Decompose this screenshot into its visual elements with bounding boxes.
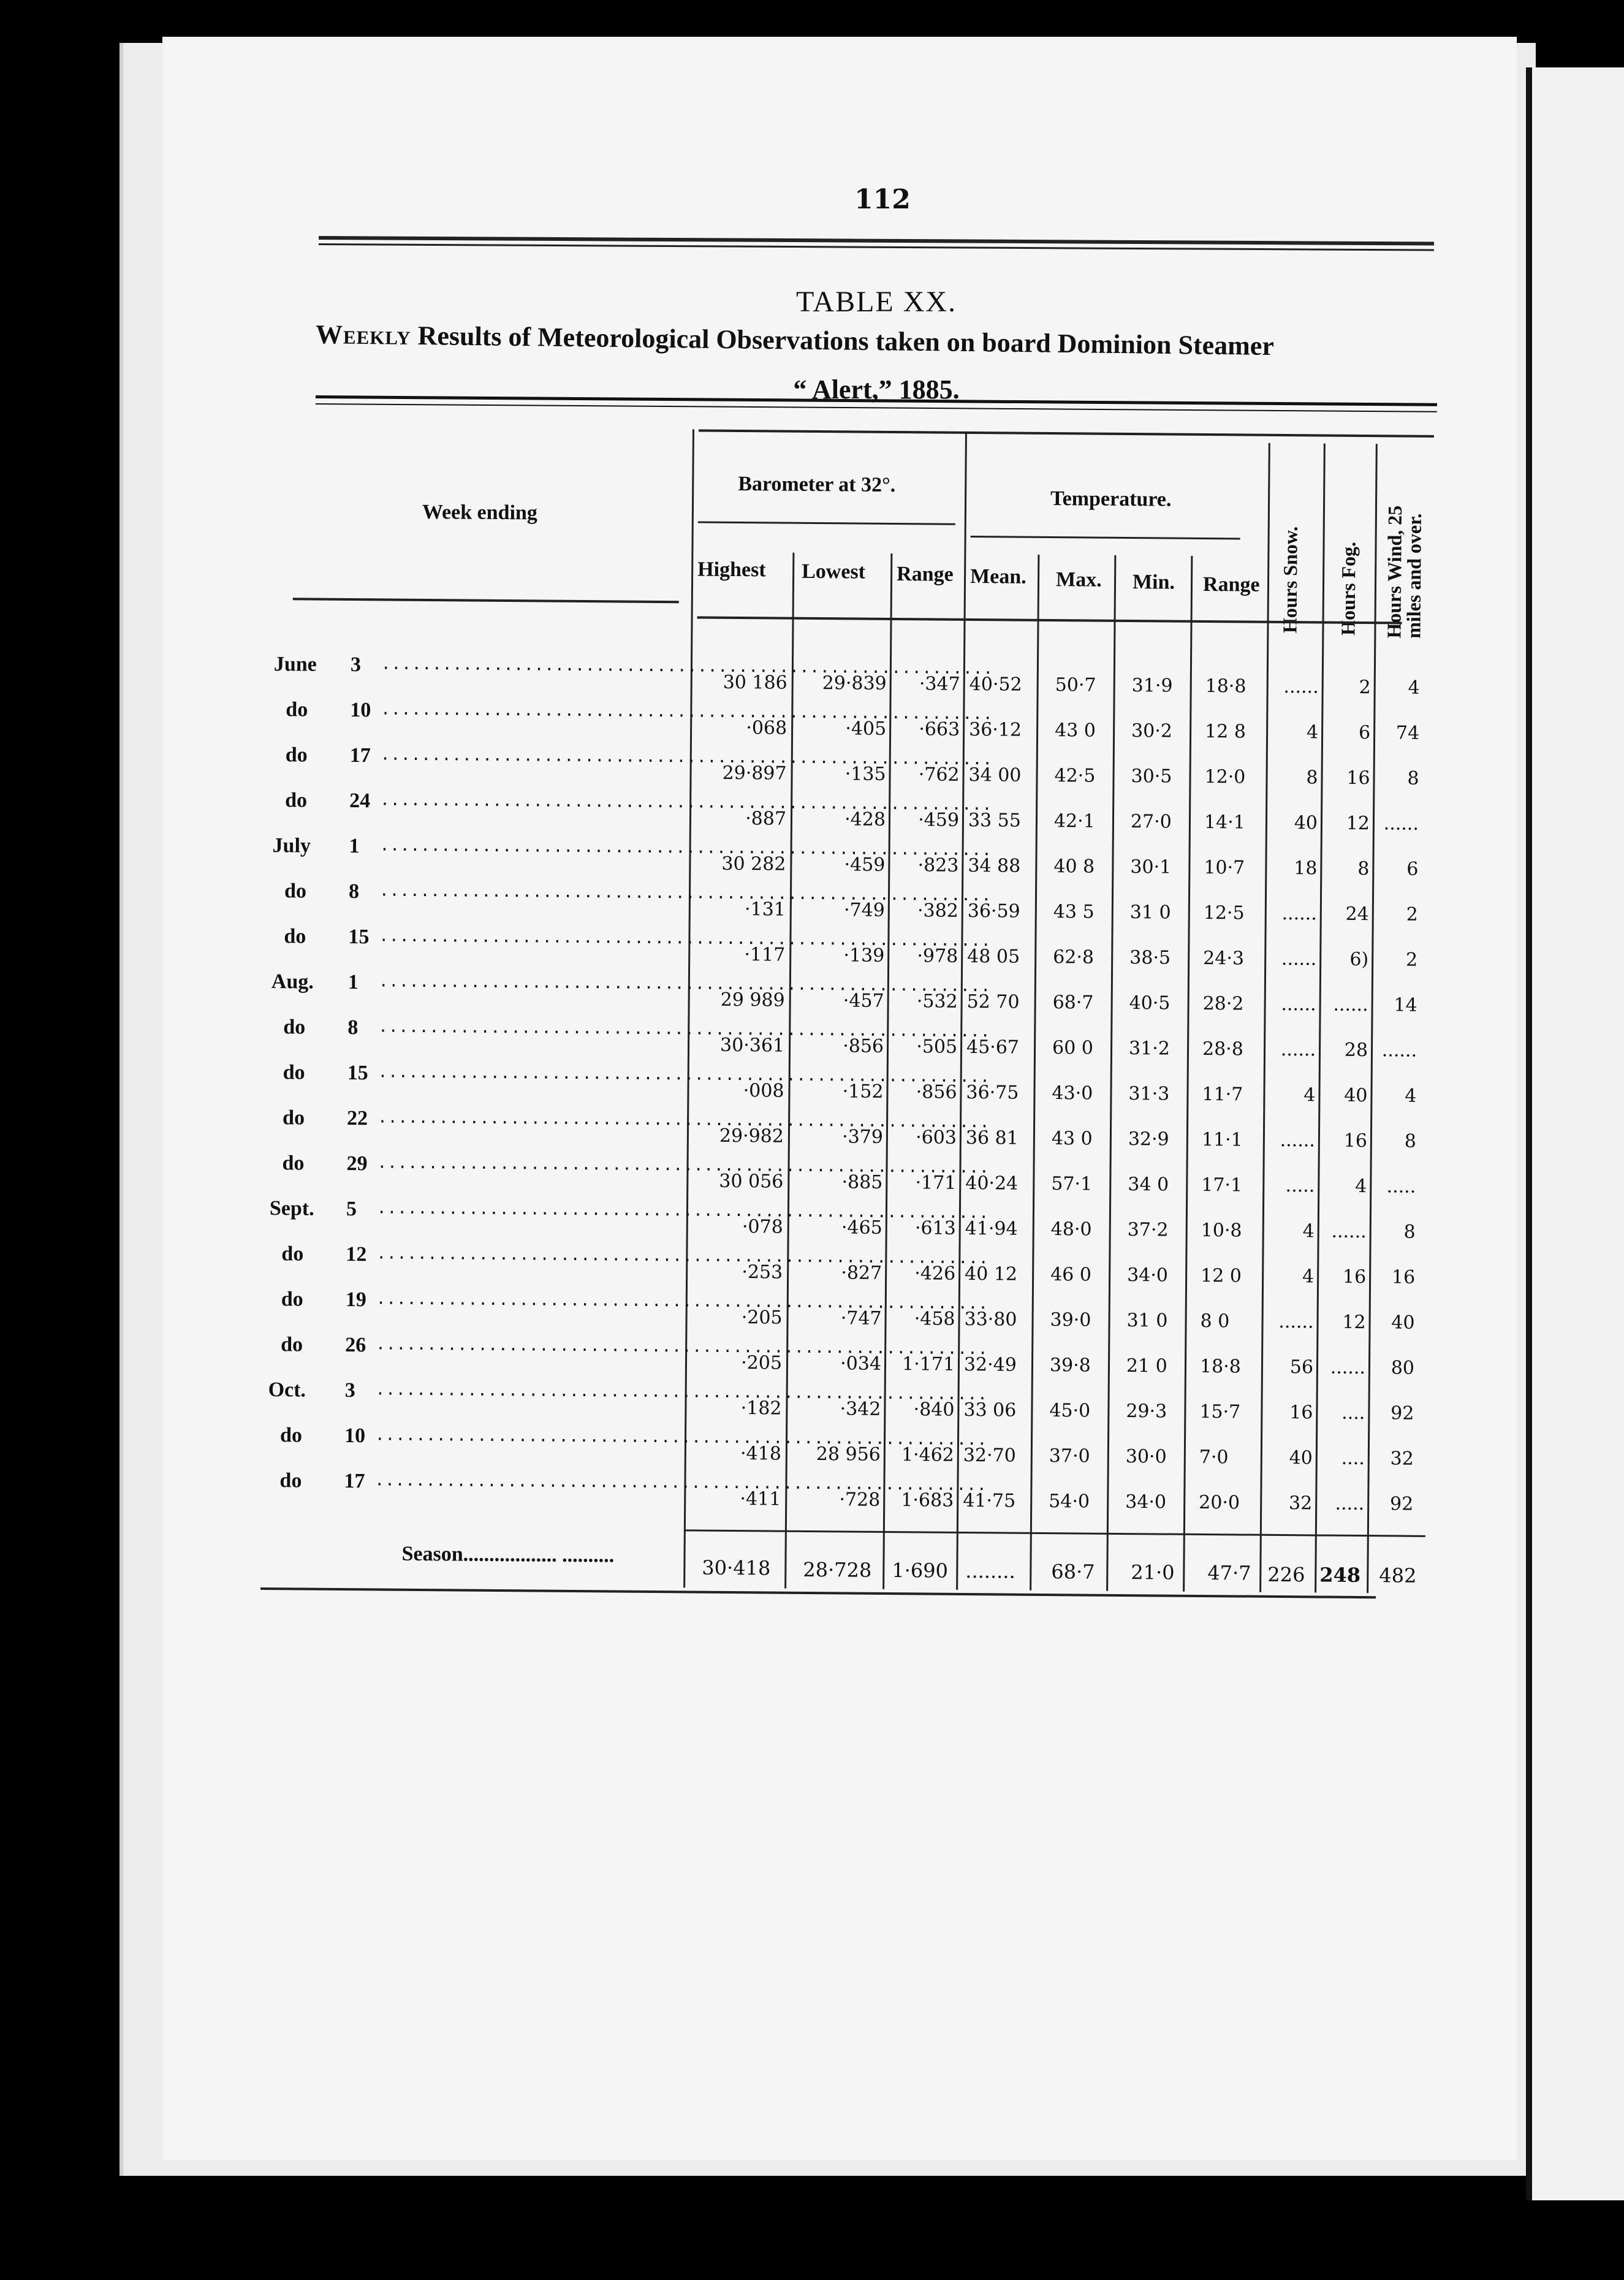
cell-snow: ...... [1281, 993, 1316, 1016]
cell-highest: ·008 [743, 1080, 784, 1102]
cell-range: ·347 [919, 673, 960, 695]
cell-wind: ..... [1386, 1176, 1416, 1198]
week-day: 17 [344, 1470, 365, 1493]
cell-max: 68·7 [1052, 992, 1094, 1014]
week-month: do [282, 1152, 305, 1175]
rule-barometer-group [698, 521, 955, 525]
cell-lowest: ·885 [841, 1171, 883, 1193]
cell-t-range: 15·7 [1199, 1400, 1241, 1423]
cell-mean: 34 88 [968, 854, 1021, 877]
week-day: 5 [346, 1198, 357, 1221]
table-caption-line2: “ Alert,” 1885. [793, 374, 960, 405]
week-month: Sept. [269, 1197, 314, 1220]
cell-wind: 4 [1408, 677, 1420, 699]
cell-fog: .... [1341, 1402, 1365, 1424]
cell-t-range: 10·7 [1204, 856, 1245, 879]
cell-highest: ·131 [744, 899, 786, 921]
cell-lowest: ·728 [839, 1489, 881, 1511]
cell-t-range: 12·0 [1204, 766, 1246, 788]
cell-t-range: 18·8 [1199, 1355, 1241, 1378]
cell-min: 30·2 [1131, 720, 1173, 742]
cell-mean: 40·24 [965, 1172, 1019, 1195]
cell-max: 43·0 [1052, 1082, 1093, 1104]
week-month: do [283, 1061, 305, 1084]
header-week-ending: Week ending [422, 500, 538, 525]
cell-wind: 16 [1391, 1266, 1416, 1288]
cell-range: ·459 [918, 809, 960, 831]
cell-snow: 16 [1289, 1402, 1313, 1424]
cell-max: 57·1 [1051, 1173, 1093, 1195]
header-baro-range: Range [896, 563, 954, 586]
cell-lowest: ·749 [843, 899, 885, 921]
cell-range: ·823 [917, 854, 959, 876]
header-barometer: Barometer at 32°. [738, 473, 896, 497]
week-month: July [272, 834, 311, 857]
week-month: do [279, 1424, 303, 1447]
cell-fog: 16 [1346, 767, 1370, 789]
cell-snow: 4 [1302, 1266, 1315, 1288]
cell-max: 39·0 [1050, 1309, 1091, 1331]
cell-min: 40·5 [1129, 992, 1171, 1014]
cell-min: 30·5 [1131, 766, 1172, 788]
cell-highest: 30 186 [723, 671, 787, 694]
cell-snow: ...... [1281, 948, 1317, 970]
week-day: 22 [346, 1107, 368, 1130]
cell-snow: ...... [1278, 1310, 1314, 1333]
cell-highest: ·887 [745, 808, 787, 830]
cell-mean: 36 81 [965, 1127, 1019, 1149]
header-hours-snow: Hours Snow. [1278, 526, 1302, 634]
season-label-text: Season [401, 1542, 463, 1566]
cell-wind: 2 [1406, 903, 1418, 925]
cell-fog: 24 [1345, 903, 1369, 925]
cell-t-range: 11·7 [1202, 1083, 1243, 1106]
cell-wind: 92 [1389, 1493, 1414, 1515]
page-number: 112 [854, 184, 911, 215]
cell-lowest: ·342 [840, 1398, 881, 1420]
cell-range: ·840 [913, 1399, 955, 1421]
cell-max: 43 5 [1053, 901, 1095, 923]
cell-range: ·613 [914, 1217, 956, 1239]
cell-fog: 6) [1349, 948, 1369, 971]
week-month: Aug. [271, 970, 314, 994]
week-month: do [284, 925, 306, 948]
cell-max: 40 8 [1053, 856, 1095, 878]
cell-fog: ...... [1333, 994, 1368, 1016]
cell-mean: 34 00 [968, 764, 1022, 786]
season-label [401, 1543, 614, 1568]
cell-max: 42·5 [1054, 765, 1096, 787]
cell-max: 43 0 [1055, 720, 1096, 742]
cell-min: 32·9 [1128, 1128, 1169, 1150]
cell-highest: 30 056 [719, 1170, 784, 1193]
facing-page-edge [1526, 67, 1624, 2200]
season-mean: ........ [965, 1559, 1015, 1583]
cell-max: 62·8 [1053, 946, 1095, 968]
week-day: 12 [346, 1243, 367, 1266]
cell-lowest: ·428 [844, 808, 886, 830]
week-day: 3 [344, 1379, 355, 1402]
cell-min: 21 0 [1126, 1355, 1167, 1377]
week-day: 10 [344, 1424, 366, 1448]
cell-wind: 2 [1405, 949, 1418, 971]
cell-range: ·426 [914, 1263, 956, 1285]
week-day: 1 [347, 971, 359, 994]
cell-lowest: 28 956 [816, 1443, 881, 1465]
cell-t-range: 8 0 [1200, 1310, 1230, 1332]
cell-snow: 56 [1289, 1356, 1314, 1378]
week-day: 1 [349, 835, 360, 858]
cell-highest: ·205 [741, 1352, 783, 1374]
cell-min: 38·5 [1129, 947, 1171, 969]
cell-max: 37·0 [1049, 1445, 1090, 1467]
cell-snow: 4 [1303, 1084, 1316, 1106]
season-wind: 482 [1379, 1564, 1417, 1587]
cell-wind: 92 [1391, 1402, 1414, 1424]
cell-wind: 6 [1406, 858, 1419, 880]
header-hours-wind-1: Hours Wind, 25 [1383, 505, 1406, 639]
leader-dots: ............................................................ [381, 655, 994, 678]
cell-wind: 8 [1403, 1221, 1416, 1243]
cell-highest: ·205 [741, 1307, 783, 1329]
cell-snow: ...... [1283, 676, 1319, 698]
cell-fog: ..... [1335, 1492, 1365, 1515]
cell-highest: ·253 [742, 1261, 783, 1283]
cell-range: ·458 [914, 1308, 955, 1330]
cell-t-range: 18·8 [1205, 675, 1246, 697]
cell-range: 1·171 [901, 1353, 955, 1375]
header-temperature: Temperature. [1050, 487, 1172, 511]
cell-highest: 30·361 [719, 1034, 785, 1057]
cell-min: 31·9 [1131, 675, 1173, 697]
cell-t-range: 24·3 [1203, 947, 1245, 970]
cell-lowest: ·856 [843, 1035, 884, 1057]
week-month: Oct. [268, 1378, 306, 1402]
cell-min: 34·0 [1127, 1264, 1169, 1286]
cell-lowest: ·379 [841, 1126, 884, 1148]
cell-highest: 30 282 [721, 853, 786, 875]
leader-dots: ............................................................ [380, 791, 993, 815]
cell-mean: 48 05 [967, 945, 1020, 968]
cell-t-range: 17·1 [1201, 1174, 1243, 1196]
week-day: 15 [347, 1062, 368, 1085]
cell-highest: ·117 [744, 944, 786, 966]
cell-wind: 32 [1390, 1448, 1414, 1470]
cell-lowest: ·465 [841, 1217, 882, 1239]
cell-lowest: ·459 [844, 854, 886, 876]
cell-wind: 80 [1391, 1357, 1415, 1379]
cell-t-range: 11·1 [1201, 1128, 1243, 1151]
leader-dots: ............................................................ [376, 1335, 988, 1359]
season-highest: 30·418 [702, 1556, 771, 1580]
cell-fog: 16 [1343, 1130, 1368, 1152]
cell-t-range: 12·5 [1203, 902, 1245, 924]
season-snow: 226 [1267, 1562, 1305, 1587]
cell-mean: 36·75 [966, 1081, 1019, 1104]
cell-lowest: ·152 [842, 1081, 884, 1103]
cell-fog: 6 [1358, 721, 1371, 744]
cell-lowest: ·457 [843, 990, 884, 1012]
leader-dots: ............................................................ [376, 1244, 989, 1268]
cell-t-range: 10·8 [1201, 1219, 1242, 1242]
cell-mean: 36·12 [969, 718, 1022, 741]
cell-max: 39·8 [1049, 1355, 1091, 1377]
cell-min: 34 0 [1128, 1174, 1169, 1196]
week-day: 26 [345, 1334, 366, 1357]
leader-dots: ............................................................ [374, 1471, 987, 1495]
cell-range: ·978 [917, 945, 958, 967]
cell-snow: 4 [1302, 1220, 1315, 1242]
week-day: 3 [350, 653, 362, 677]
header-lowest: Lowest [802, 560, 866, 583]
week-month: do [284, 880, 307, 903]
cell-mean: 45·67 [966, 1036, 1020, 1058]
week-month: do [283, 1016, 306, 1039]
cell-min: 31 0 [1126, 1310, 1168, 1332]
cell-range: ·663 [919, 718, 960, 740]
cell-highest: 29·982 [719, 1125, 784, 1147]
leader-dots: ............................................................ [381, 700, 993, 724]
leader-dots: ............................................................ [378, 972, 992, 996]
cell-range: ·505 [916, 1036, 958, 1058]
cell-mean: 33 55 [968, 809, 1022, 832]
cell-fog: 16 [1342, 1266, 1367, 1288]
week-month: do [282, 1106, 305, 1130]
cell-range: ·856 [916, 1081, 957, 1103]
cell-wind: ...... [1381, 1039, 1417, 1062]
rule-temperature-group [971, 536, 1240, 539]
cell-min: 34·0 [1125, 1491, 1167, 1513]
cell-min: 30·1 [1130, 856, 1172, 878]
season-leader: .................. .......... [463, 1543, 615, 1567]
cell-snow: ...... [1280, 1038, 1316, 1061]
cell-min: 37·2 [1127, 1219, 1169, 1241]
cell-min: 29·3 [1126, 1400, 1167, 1423]
cell-lowest: ·139 [843, 944, 885, 967]
leader-dots: ............................................................ [379, 836, 992, 860]
header-max: Max. [1055, 568, 1102, 591]
cell-snow: 32 [1288, 1492, 1313, 1514]
cell-fog: 4 [1355, 1175, 1367, 1198]
week-day: 8 [347, 1016, 359, 1039]
cell-t-range: 20·0 [1199, 1491, 1240, 1514]
cell-min: 27·0 [1130, 811, 1172, 833]
week-month: June [273, 653, 317, 676]
cell-mean: 36·59 [967, 900, 1020, 922]
season-min: 21·0 [1131, 1560, 1175, 1584]
cell-mean: 33·80 [964, 1308, 1017, 1331]
cell-highest: 29 989 [720, 989, 785, 1011]
cell-range: ·532 [916, 990, 958, 1013]
cell-lowest: ·034 [840, 1353, 882, 1375]
leader-dots: ............................................................ [379, 927, 992, 951]
cell-max: 60 0 [1052, 1037, 1094, 1059]
cell-max: 54·0 [1049, 1491, 1090, 1513]
week-month: do [281, 1288, 303, 1311]
cell-highest: ·068 [746, 717, 787, 739]
cell-t-range: 28·8 [1202, 1038, 1243, 1060]
header-min: Min. [1132, 571, 1175, 594]
cell-fog: .... [1341, 1447, 1365, 1470]
cell-range: 1·683 [901, 1489, 954, 1511]
cell-lowest: ·827 [841, 1262, 882, 1284]
cell-snow: ...... [1280, 1129, 1316, 1152]
cell-snow: 8 [1306, 767, 1318, 789]
header-hours-fog: Hours Fog. [1337, 541, 1360, 636]
cell-wind: 14 [1394, 994, 1417, 1016]
cell-fog: 12 [1346, 812, 1370, 835]
cell-mean: 32·49 [963, 1353, 1017, 1376]
cell-mean: 40·52 [969, 673, 1022, 696]
cell-snow: 40 [1294, 812, 1318, 834]
leader-dots: ............................................................ [378, 1108, 990, 1132]
cell-lowest: ·135 [844, 763, 886, 785]
cell-snow: ..... [1285, 1175, 1315, 1197]
rule-table-bottom [260, 1587, 1376, 1598]
cell-highest: ·418 [740, 1443, 781, 1465]
cell-fog: 2 [1359, 676, 1371, 699]
season-max: 68·7 [1051, 1560, 1095, 1584]
week-month: do [281, 1333, 303, 1356]
cell-max: 46 0 [1050, 1264, 1092, 1286]
table-title: TABLE XX. [795, 286, 957, 318]
cell-range: ·603 [915, 1127, 957, 1149]
cell-mean: 40 12 [965, 1263, 1018, 1285]
cell-t-range: 28·2 [1202, 992, 1244, 1015]
meteorological-table [260, 426, 1434, 1636]
cell-wind: 4 [1405, 1085, 1417, 1107]
week-month: do [285, 789, 308, 812]
cell-t-range: 7·0 [1199, 1446, 1229, 1469]
cell-mean: 32·70 [963, 1444, 1016, 1467]
cell-lowest: ·747 [840, 1307, 882, 1329]
cell-max: 42·1 [1053, 810, 1095, 832]
cell-wind: 8 [1404, 1130, 1417, 1152]
leader-dots: ............................................................ [376, 1290, 989, 1313]
cell-min: 31·3 [1128, 1083, 1170, 1105]
cell-lowest: ·405 [845, 718, 887, 740]
week-month: do [281, 1242, 304, 1266]
cell-mean: 41·94 [965, 1217, 1018, 1240]
leader-dots: ............................................................ [377, 1153, 990, 1177]
cell-max: 50·7 [1055, 674, 1096, 696]
cell-range: ·171 [915, 1172, 957, 1194]
header-temp-range: Range [1202, 572, 1260, 596]
cell-wind: 40 [1391, 1312, 1415, 1334]
cell-max: 43 0 [1051, 1128, 1093, 1150]
leader-dots: ............................................................ [378, 1017, 991, 1041]
cell-range: ·382 [917, 900, 958, 922]
leader-dots: ............................................................ [378, 1063, 991, 1087]
cell-highest: ·182 [740, 1397, 782, 1419]
season-fog: 248 [1319, 1563, 1361, 1587]
cell-fog: 8 [1357, 857, 1370, 880]
cell-highest: ·078 [742, 1216, 783, 1238]
header-mean: Mean. [969, 564, 1026, 588]
caption-text: Results of Meteorological Observations taken on board Dominion Steamer [417, 321, 1275, 362]
cell-snow: 4 [1306, 721, 1319, 743]
week-day: 29 [346, 1152, 368, 1176]
season-temp-range: 47·7 [1207, 1561, 1251, 1585]
leader-dots: ............................................................ [380, 745, 993, 769]
cell-snow: 40 [1289, 1447, 1313, 1469]
cell-snow: 18 [1294, 857, 1318, 880]
leader-dots: ............................................................ [379, 881, 992, 905]
cell-lowest: 29·839 [822, 672, 887, 694]
cell-mean: 52 70 [966, 990, 1020, 1013]
cell-snow: ...... [1281, 902, 1317, 925]
cell-wind: 74 [1395, 722, 1420, 744]
cell-fog: 40 [1344, 1084, 1368, 1107]
leader-dots: ............................................................ [376, 1199, 990, 1223]
cell-highest: ·411 [740, 1488, 781, 1510]
rule-week-header [293, 598, 679, 603]
week-day: 8 [348, 880, 360, 903]
cell-t-range: 12 8 [1204, 721, 1246, 743]
week-month: do [286, 698, 308, 721]
leader-dots: ............................................................ [375, 1380, 988, 1404]
cell-t-range: 14·1 [1204, 811, 1245, 834]
cell-min: 31·2 [1128, 1038, 1170, 1060]
week-day: 19 [345, 1288, 366, 1312]
week-month: do [279, 1469, 302, 1492]
week-day: 10 [350, 699, 371, 722]
caption-smallcaps: Weekly [315, 319, 411, 351]
cell-range: ·762 [918, 764, 960, 786]
cell-fog: ...... [1330, 1356, 1366, 1379]
week-month: do [285, 743, 308, 767]
week-day: 15 [348, 925, 370, 949]
cell-max: 45·0 [1049, 1400, 1091, 1422]
cell-t-range: 12 0 [1201, 1264, 1242, 1287]
season-lowest: 28·728 [803, 1557, 872, 1582]
header-hours-wind-2: miles and over. [1402, 513, 1425, 639]
cell-min: 30·0 [1125, 1446, 1167, 1468]
cell-wind: ...... [1383, 813, 1419, 835]
cell-range: 1·462 [901, 1444, 954, 1466]
week-day: 24 [349, 789, 371, 813]
leader-dots: ............................................................ [374, 1426, 988, 1450]
cell-max: 48·0 [1050, 1218, 1092, 1241]
header-highest: Highest [697, 558, 766, 582]
cell-mean: 33 06 [963, 1399, 1017, 1421]
cell-fog: 12 [1342, 1311, 1366, 1334]
cell-mean: 41·75 [963, 1489, 1016, 1512]
cell-highest: 29·897 [722, 762, 787, 785]
cell-wind: 8 [1407, 767, 1419, 789]
cell-min: 31 0 [1129, 902, 1171, 924]
week-day: 17 [349, 744, 371, 767]
cell-fog: 28 [1344, 1039, 1368, 1062]
cell-fog: ...... [1331, 1220, 1367, 1243]
season-range: 1·690 [892, 1559, 949, 1583]
